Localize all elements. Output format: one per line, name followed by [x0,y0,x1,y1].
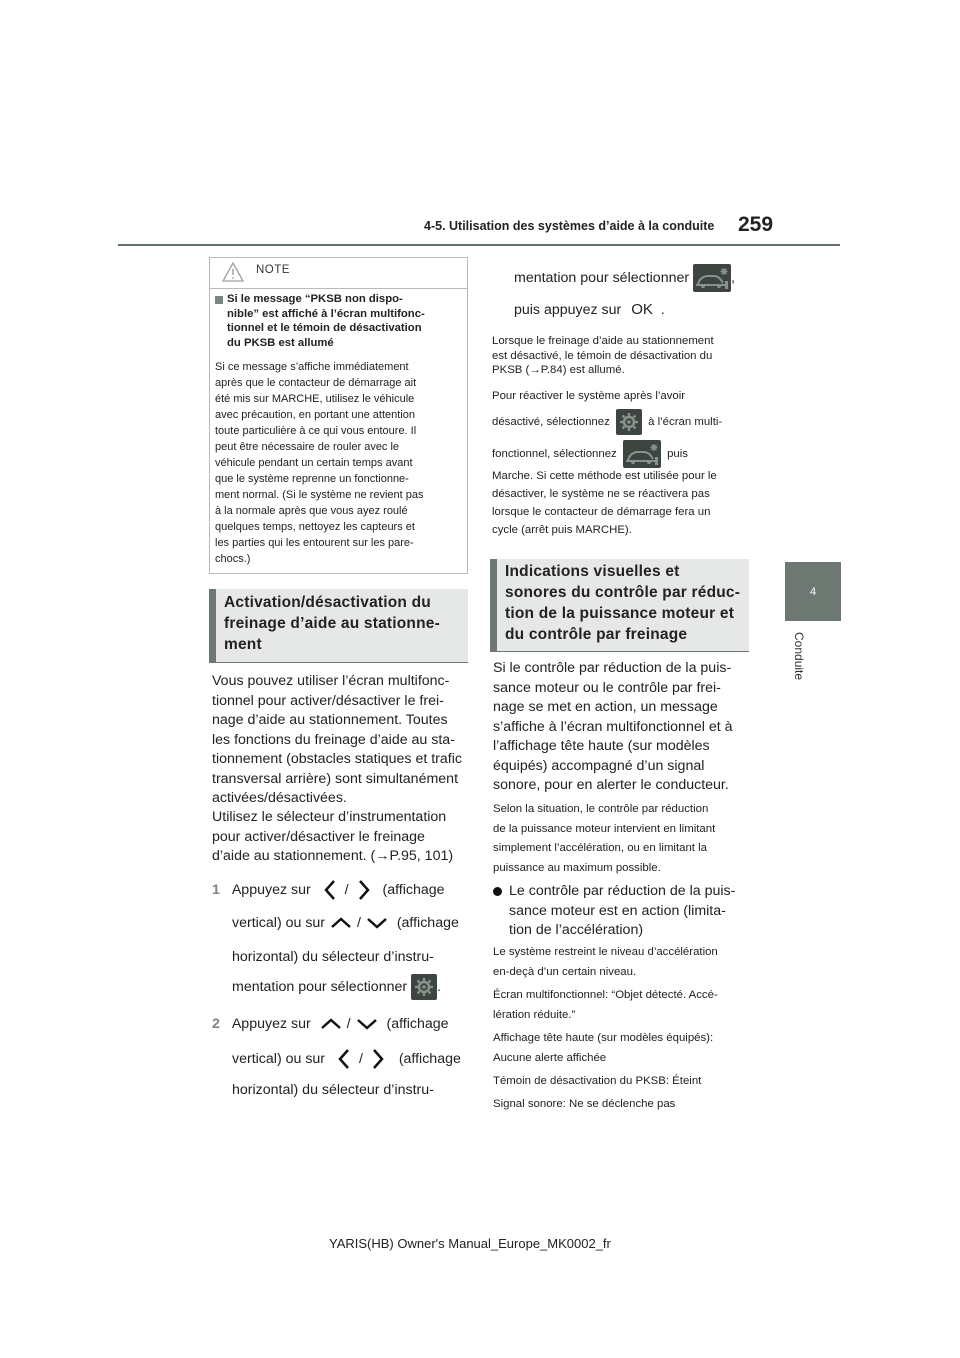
bullet-details: Le système restreint le niveau d’accélération en-deçà d’un certain niveau. Écran multifonctionnel: “Objet détecté. Accé- lération réduite.” Affichage tête haute (sur modèles équipés): Aucune alerte affichée Témoin de désactivation du PKSB: Éteint Signal sonore: Ne se déclenche pas [493,946,718,1110]
chapter-label: Conduite [792,632,806,681]
chevron-left-icon [321,878,341,902]
note-heading: Si le message “PKSB non dispo- nible” est affiché à l’écran multifonc- tionnel et le témoin de désactivation du PKSB est allumé [227,293,425,349]
page-number: 259 [738,213,774,236]
bullet-dot [493,887,502,896]
chevron-up-icon [319,1016,343,1032]
note-bullet-square [215,296,223,304]
note-title: NOTE [256,264,290,276]
settings-gear-icon [616,409,642,435]
section-rule [490,651,749,652]
reactivation-instructions: Pour réactiver le système après l’avoir désactivé, sélectionnez à l’écran multi- fonctionnel, sélectionnez puis Marche. Si cette méthode est utilisée pour le désactiver, le système ne se réactivera pas lorsque le contacteur de démarrage fera un cycle (arrêt puis MARCHE). [492,390,723,536]
section-heading-activation: Activation/désactivation du freinage d’aide au stationne- ment [209,589,468,662]
footer-manual-id: YARIS(HB) Owner's Manual_Europe_MK0002_fr [329,1236,611,1251]
step-2: 2 Appuyez sur / (affichage vertical) ou sur / (affichage horizontal) du sélecteur d’instru- [212,1016,461,1098]
step-number: 1 [212,881,220,898]
bullet-engine-reduction: Le contrôle par réduction de la puis- sance moteur est en action (limita- tion de l’accélération) [493,882,753,941]
chevron-down-icon [355,1016,379,1032]
chevron-right-icon [367,1047,387,1071]
paragraph-situation: Selon la situation, le contrôle par réduction de la puissance moteur intervient en limitant simplement l’accélération, ou en limitant la puissance au maximum possible. [493,803,716,874]
step-number: 2 [212,1016,220,1032]
section-heading-indications: Indications visuelles et sonores du contrôle par réduc- tion de la puissance moteur et du contrôle par freinage [490,559,749,651]
chevron-right-icon [353,878,373,902]
running-header: 4-5. Utilisation des systèmes d’aide à la conduite [424,219,715,233]
chevron-up-icon [329,915,353,931]
step-2-continued: mentation pour sélectionner , puis appuyez sur OK . [514,262,754,342]
chapter-tab: 4 [785,562,841,621]
pksb-car-icon [623,440,661,468]
paragraph-intro: Vous pouvez utiliser l’écran multifonc- tionnel pour activer/désactiver le frei- nage d’aide au stationnement. Toutes les fonctions du freinage d’aide au sta- tionnement (obstacles statiques et trafic transversal arrière) sont simultanément activées/désactivées. [212,673,462,806]
paragraph-indications: Si le contrôle par réduction de la puis- sance moteur ou le contrôle par frei- nage se met en action, un message s’affiche à l’écran multifonctionnel et à l’affichage tête haute (sur modèles équipés) accompagné d’un signal sonore, pour en alerter le conducteur. [493,660,733,793]
header-rule [118,244,840,246]
paragraph-selector: Utilisez le sélecteur d’instrumentation pour activer/désactiver le freinage d’aide au stationnement. (→P.95, 101) [212,809,454,864]
note-disabled-indicator: Lorsque le freinage d’aide au stationnement est désactivé, le témoin de désactivation du PKSB (→P.84) est allumé. [492,335,714,376]
pksb-car-icon [693,264,731,292]
chevron-left-icon [335,1047,355,1071]
note-body: Si ce message s’affiche immédiatement après que le contacteur de démarrage ait été mis sur MARCHE, utilisez le véhicule avec précaution, en portant une attention toute particulière à ce qui vous entoure. Il peut être nécessaire de rouler avec le véhicule pendant un certain temps avant que le système reprenne un fonctionne- ment normal. (Si le système ne revient pas à la normale après que vous ayez roulé quelques temps, nettoyez les capteurs et les parties qui les entourent sur les pare- chocs.) [215,361,424,565]
ok-button-glyph: OK [631,301,653,318]
settings-gear-icon [411,974,437,1000]
chevron-down-icon [365,915,389,931]
note-header [210,258,467,289]
warning-triangle-icon [222,262,244,282]
section-rule [209,662,468,663]
step-1: 1 Appuyez sur / (affichage vertical) ou sur / (affichage horizontal) du sélecteur d’instru- mentation pour sélectionner . [212,870,472,1000]
